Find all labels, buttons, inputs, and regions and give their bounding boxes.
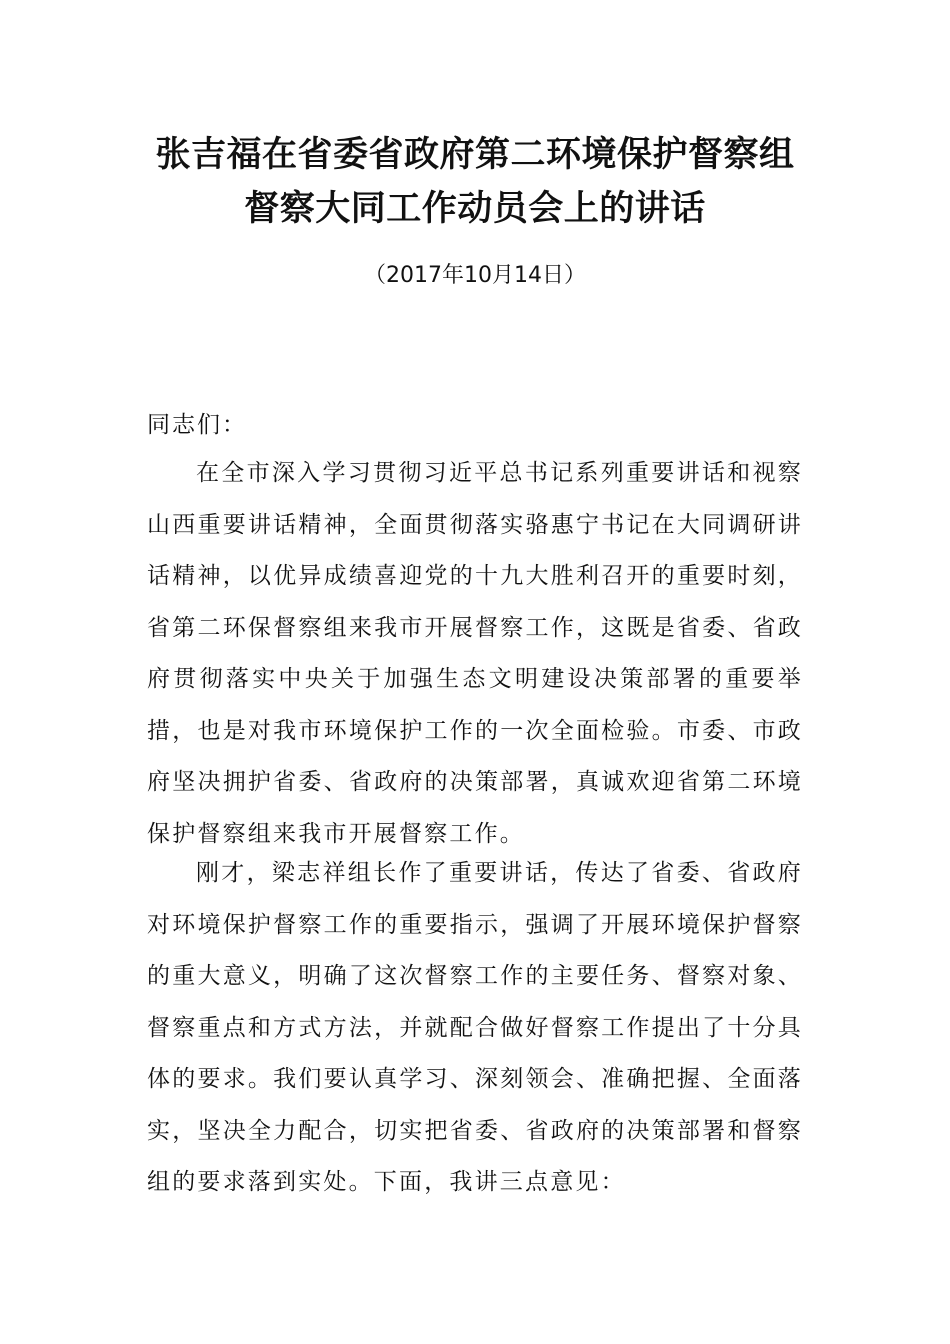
document-title-line-2: 督察大同工作动员会上的讲话 [244, 189, 706, 229]
salutation: 同志们： [147, 412, 247, 438]
body-paragraph-2: 刚才，梁志祥组长作了重要讲话，传达了省委、省政府对环境保护督察工作的重要指示，强调了开展环境保护督察的重大意义，明确了这次督察工作的主要任务、督察对象、督察重点和方式方法，并就配合做好督察工作提出了十分具体的要求。我们要认真学习、深刻领会、准确把握、全面落实，坚决全力配合，切实把省委、省政府的决策部署和督察组的要求落到实处。下面，我讲三点意见： [147, 860, 803, 1195]
body-paragraph-1: 在全市深入学习贯彻习近平总书记系列重要讲话和视察山西重要讲话精神，全面贯彻落实骆惠宁书记在大同调研讲话精神，以优异成绩喜迎党的十九大胜利召开的重要时刻，省第二环保督察组来我市开展督察工作，这既是省委、省政府贯彻落实中央关于加强生态文明建设决策部署的重要举措，也是对我市环境保护工作的一次全面检验。市委、市政府坚决拥护省委、省政府的决策部署，真诚欢迎省第二环境保护督察组来我市开展督察工作。 [147, 460, 803, 847]
document-title-line-1: 张吉福在省委省政府第二环境保护督察组 [155, 135, 795, 175]
speech-date: （2017年10月14日） [364, 263, 586, 288]
